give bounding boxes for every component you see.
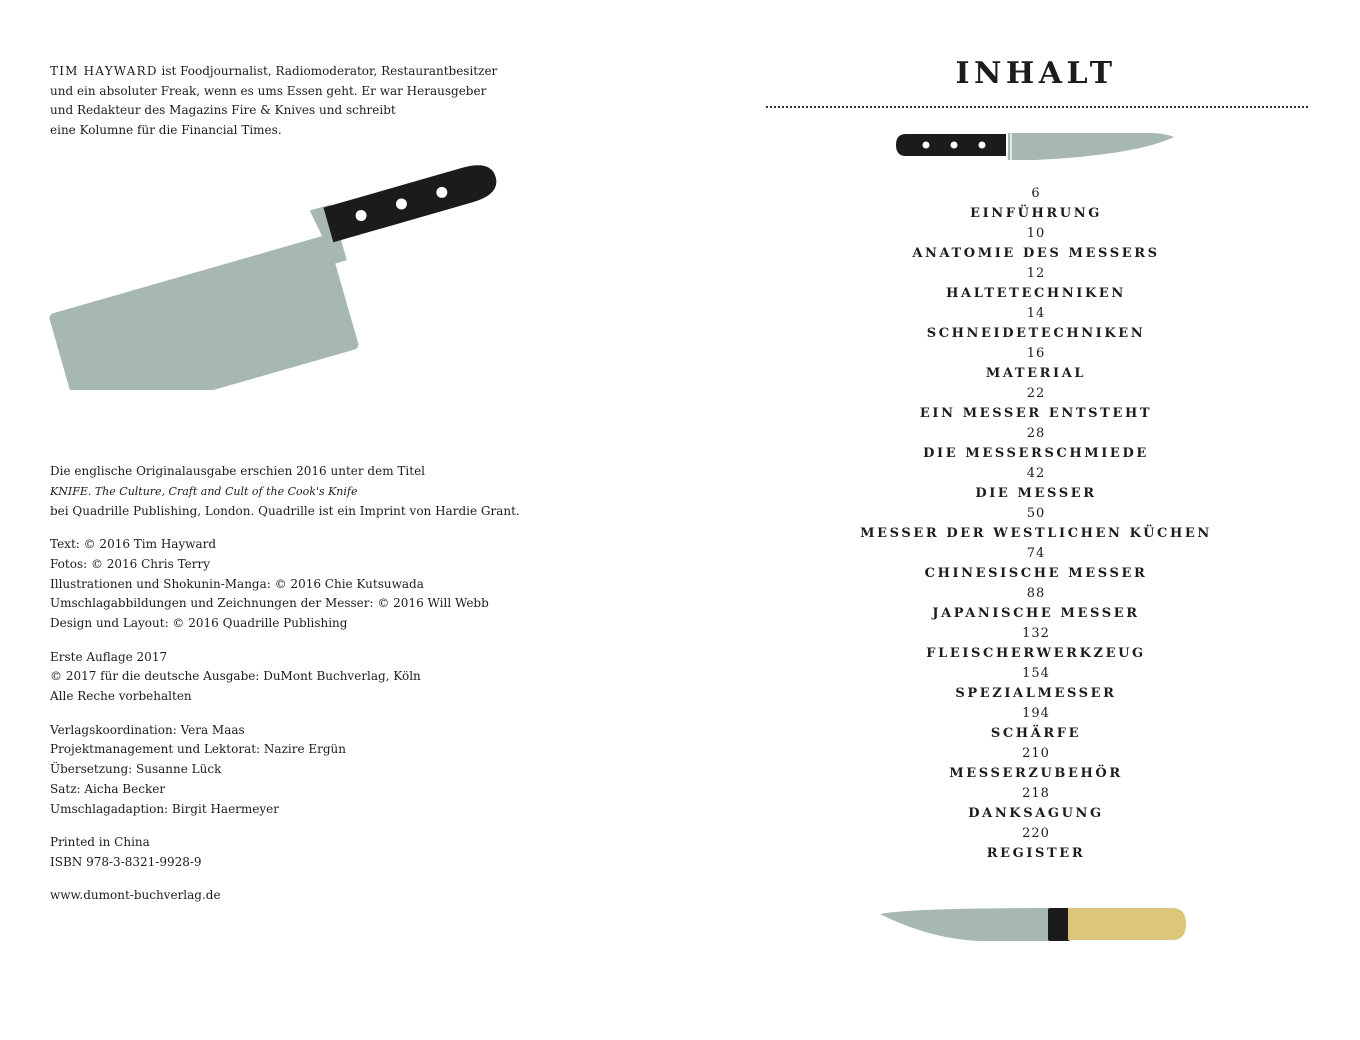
toc-entry[interactable]: [680, 384, 1360, 424]
website-block: [50, 886, 520, 906]
paring-knife-rivet: [979, 142, 986, 149]
toc-chapter-title: DIE MESSER: [975, 486, 1097, 501]
staff-line: Projektmanagement und Lektorat: Nazire Ergün: [50, 742, 347, 757]
toc-entry[interactable]: [680, 784, 1360, 824]
credit-line: Fotos: © 2016 Chris Terry: [50, 556, 211, 571]
toc-page-number: 194: [1022, 706, 1050, 721]
toc-chapter-title: FLEISCHERWERKZEUG: [926, 646, 1146, 661]
toc-chapter-title: MATERIAL: [985, 366, 1087, 381]
cleaver-icon: [40, 130, 510, 390]
imprint-line: bei Quadrille Publishing, London. Quadrille ist ein Imprint von Hardie Grant.: [50, 503, 520, 518]
toc-chapter-title: JAPANISCHE MESSER: [932, 606, 1140, 621]
toc-page-number: 16: [1026, 346, 1046, 361]
credit-line: Illustrationen und Shokunin-Manga: © 2016 Chie Kutsuwada: [50, 576, 424, 591]
toc-page-number: 42: [1026, 466, 1046, 481]
toc-entry[interactable]: [680, 624, 1360, 664]
credits: [50, 535, 520, 634]
toc-page-number: 14: [1026, 306, 1046, 321]
toc-entry[interactable]: [680, 664, 1360, 704]
toc-entry[interactable]: [680, 824, 1360, 864]
imprint: [50, 462, 520, 920]
toc-chapter-title: MESSERZUBEHÖR: [949, 766, 1123, 781]
cleaver-blade: [48, 235, 359, 390]
toc-chapter-title: MESSER DER WESTLICHEN KÜCHEN: [860, 526, 1212, 541]
toc-chapter-title: REGISTER: [986, 846, 1086, 861]
bio-line-4: eine Kolumne für die Financial Times.: [50, 122, 282, 137]
toc-chapter-title: SCHNEIDETECHNIKEN: [926, 326, 1146, 341]
paring-knife-rivet: [923, 142, 930, 149]
toc-chapter-title: EIN MESSER ENTSTEHT: [919, 406, 1153, 421]
toc-page-number: 74: [1026, 546, 1046, 561]
imprint-line: Die englische Originalausgabe erschien 2016 unter dem Titel: [50, 464, 426, 478]
credit-line: Text: © 2016 Tim Hayward: [50, 536, 217, 551]
bio-line-2: und ein absoluter Freak, wenn es ums Essen geht. Er war Herausgeber: [50, 83, 487, 98]
toc-page-number: 6: [1031, 186, 1041, 201]
toc-page-number: 22: [1026, 386, 1046, 401]
staff-credits: [50, 721, 520, 820]
staff-line: Übersetzung: Susanne Lück: [50, 762, 222, 777]
edition-line: Alle Reche vorbehalten: [50, 689, 192, 704]
toc-chapter-title: SPEZIALMESSER: [955, 686, 1117, 701]
dotted-divider: [766, 106, 1308, 108]
table-of-contents: [680, 184, 1360, 864]
toc-page-number: 210: [1022, 746, 1050, 761]
toc-entry[interactable]: [680, 544, 1360, 584]
original-title: KNIFE. The Culture, Craft and Cult of the Cook's Knife: [50, 484, 358, 498]
toc-title: INHALT: [955, 56, 1117, 91]
paring-knife-blade: [1008, 133, 1174, 160]
author-name: TIM HAYWARD: [50, 64, 158, 78]
edition-line: © 2017 für die deutsche Ausgabe: DuMont Buchverlag, Köln: [50, 669, 421, 684]
toc-page-number: 218: [1022, 786, 1050, 801]
toc-page-number: 132: [1022, 626, 1050, 641]
toc-page-number: 10: [1026, 226, 1046, 241]
paring-knife-rivet: [951, 142, 958, 149]
toc-entry[interactable]: [680, 264, 1360, 304]
print-line: Printed in China: [50, 835, 150, 850]
toc-chapter-title: EINFÜHRUNG: [970, 206, 1102, 221]
right-page: [680, 0, 1360, 1040]
toc-entry[interactable]: [680, 504, 1360, 544]
edition-line: Erste Auflage 2017: [50, 649, 168, 664]
toc-entry[interactable]: [680, 424, 1360, 464]
toc-entry[interactable]: [680, 224, 1360, 264]
isbn: ISBN 978-3-8321-9928-9: [50, 854, 202, 869]
japanese-knife-icon: [880, 902, 1192, 946]
toc-page-number: 154: [1022, 666, 1050, 681]
bio-line-1: ist Foodjournalist, Radiomoderator, Restaurantbesitzer: [157, 64, 498, 78]
bio-line-3: und Redakteur des Magazins Fire & Knives und schreibt: [50, 103, 396, 117]
toc-page-number: 12: [1026, 266, 1046, 281]
japanese-knife-handle: [1068, 908, 1186, 940]
toc-page-number: 28: [1026, 426, 1046, 441]
original-edition-note: [50, 462, 520, 521]
cleaver-handle: [323, 160, 500, 243]
toc-chapter-title: ANATOMIE DES MESSERS: [912, 246, 1160, 261]
toc-chapter-title: CHINESISCHE MESSER: [924, 566, 1148, 581]
toc-entry[interactable]: [680, 464, 1360, 504]
publisher-website: www.dumont-buchverlag.de: [50, 888, 221, 903]
toc-entry[interactable]: [680, 304, 1360, 344]
japanese-knife-ferrule: [1048, 908, 1070, 941]
toc-entry[interactable]: [680, 584, 1360, 624]
toc-page-number: 88: [1026, 586, 1046, 601]
toc-page-number: 220: [1022, 826, 1050, 841]
staff-line: Verlagskoordination: Vera Maas: [50, 722, 245, 737]
staff-line: Umschlagadaption: Birgit Haermeyer: [50, 801, 280, 816]
toc-entry[interactable]: [680, 704, 1360, 744]
toc-page-number: 50: [1026, 506, 1046, 521]
paring-knife-icon: [896, 128, 1178, 164]
staff-line: Satz: Aicha Becker: [50, 781, 166, 796]
toc-entry[interactable]: [680, 344, 1360, 384]
author-bio: [50, 62, 500, 140]
credit-line: Design und Layout: © 2016 Quadrille Publishing: [50, 616, 348, 631]
edition-info: [50, 648, 520, 707]
toc-entry[interactable]: [680, 744, 1360, 784]
toc-chapter-title: SCHÄRFE: [990, 726, 1082, 741]
toc-chapter-title: HALTETECHNIKEN: [946, 286, 1126, 301]
toc-chapter-title: DANKSAGUNG: [968, 806, 1104, 821]
print-info: [50, 833, 520, 873]
toc-chapter-title: DIE MESSERSCHMIEDE: [923, 446, 1149, 461]
credit-line: Umschlagabbildungen und Zeichnungen der Messer: © 2016 Will Webb: [50, 596, 489, 611]
japanese-knife-blade: [880, 908, 1050, 941]
toc-entry[interactable]: [680, 184, 1360, 224]
